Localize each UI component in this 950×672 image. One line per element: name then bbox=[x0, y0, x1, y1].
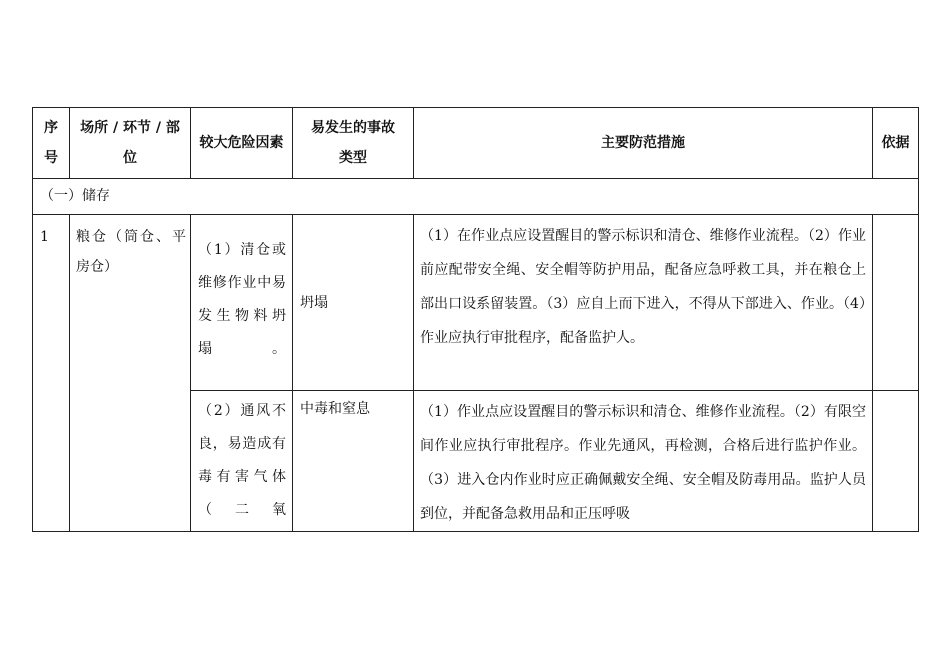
header-measures: 主要防范措施 bbox=[601, 135, 685, 151]
header-accident: 易发生的事故类型 bbox=[311, 120, 395, 166]
item-risk: （1）清仓或维修作业中易发生物料坍塌。 bbox=[198, 242, 286, 357]
item-divider bbox=[190, 390, 919, 391]
item-accident: 坍塌 bbox=[300, 295, 328, 311]
col-line bbox=[190, 214, 191, 532]
item-risk: （2）通风不良，易造成有毒有害气体（二氧 bbox=[198, 403, 286, 518]
item-accident: 中毒和窒息 bbox=[300, 401, 370, 417]
row-place: 粮仓（筒仓、平房仓） bbox=[76, 229, 186, 275]
header-place: 场所 / 环节 / 部位 bbox=[80, 120, 180, 166]
item-measures: （1）作业点应设置醒目的警示标识和清仓、维修作业流程。（2）有限空间作业应执行审批程序。作业先通风，再检测，合格后进行监护作业。（3）进入仓内作业时应正确佩戴安全绳、安全帽及防毒用品。监护人员到位，并配备急救用品和正压呼吸 bbox=[420, 404, 866, 522]
col-line bbox=[413, 214, 414, 532]
col-line bbox=[69, 214, 70, 532]
header-basis: 依据 bbox=[881, 135, 910, 151]
header-divider bbox=[32, 178, 919, 179]
section-divider bbox=[32, 214, 919, 215]
col-line bbox=[292, 214, 293, 532]
hazard-table bbox=[32, 107, 919, 532]
col-line bbox=[872, 214, 873, 532]
header-risk: 较大危险因素 bbox=[199, 135, 284, 151]
item-measures: （1）在作业点应设置醒目的警示标识和清仓、维修作业流程。（2）作业前应配带安全绳、安全帽等防护用品，配备应急呼救工具，并在粮仓上部出口设系留装置。（3）应自上而下进入，不得从下部进入、作业。（4）作业应执行审批程序，配备监护人。 bbox=[420, 228, 866, 346]
table-border-bottom bbox=[32, 531, 919, 532]
section-title: （一）储存 bbox=[40, 188, 110, 204]
row-seq: 1 bbox=[40, 229, 49, 245]
header-seq: 序号 bbox=[44, 120, 58, 166]
col-line bbox=[918, 107, 919, 532]
